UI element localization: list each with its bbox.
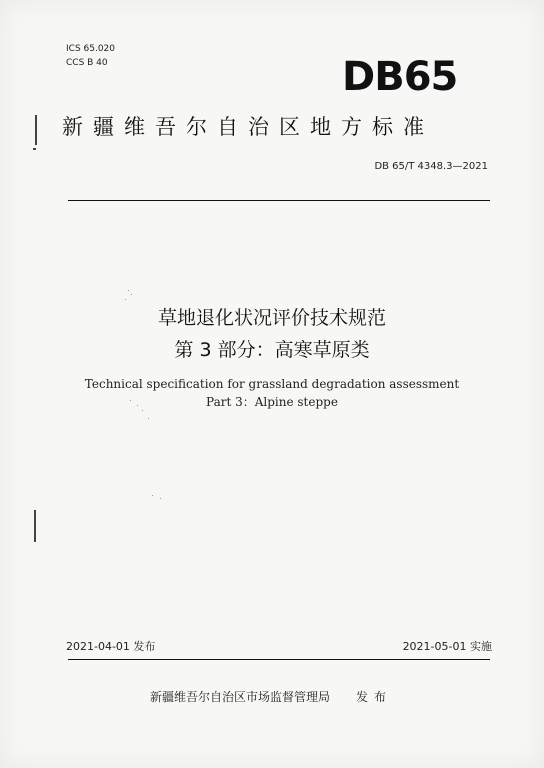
title-en-line2: Part 3：Alpine steppe — [206, 395, 338, 409]
scan-speck — [128, 290, 129, 291]
title-en-line1: Technical specification for grassland degradation assessment — [84, 377, 460, 391]
standard-type-heading: 新疆维吾尔自治区地方标准 — [62, 115, 434, 139]
ccs-code: CCS B 40 — [66, 58, 108, 68]
scan-speck — [137, 405, 138, 406]
scan-speck — [160, 498, 161, 499]
header-divider — [68, 200, 490, 201]
scan-edge-mark — [35, 115, 37, 145]
scan-edge-mark — [33, 148, 36, 150]
scan-edge-mark — [34, 510, 36, 542]
scan-speck — [148, 418, 149, 419]
ics-code: ICS 65.020 — [66, 44, 116, 54]
issuer-suffix: 发布 — [356, 690, 393, 704]
footer-divider — [68, 659, 490, 660]
scan-speck — [142, 410, 143, 411]
classification-codes — [66, 42, 115, 70]
standard-number: DB 65/T 4348.3—2021 — [374, 161, 488, 172]
title-cn-line2: 第 3 部分：高寒草原类 — [174, 339, 370, 361]
scan-speck — [130, 400, 131, 401]
db-logo: DB65 — [342, 54, 458, 100]
title-cn-line1: 草地退化状况评价技术规范 — [157, 307, 386, 329]
effective-date: 2021-05-01 实施 — [402, 640, 492, 653]
scan-speck — [152, 495, 153, 496]
publish-date: 2021-04-01 发布 — [66, 640, 156, 653]
issuing-authority: 新疆维吾尔自治区市场监督管理局 — [150, 690, 331, 704]
scan-speck — [131, 294, 132, 295]
scan-speck — [125, 299, 126, 300]
